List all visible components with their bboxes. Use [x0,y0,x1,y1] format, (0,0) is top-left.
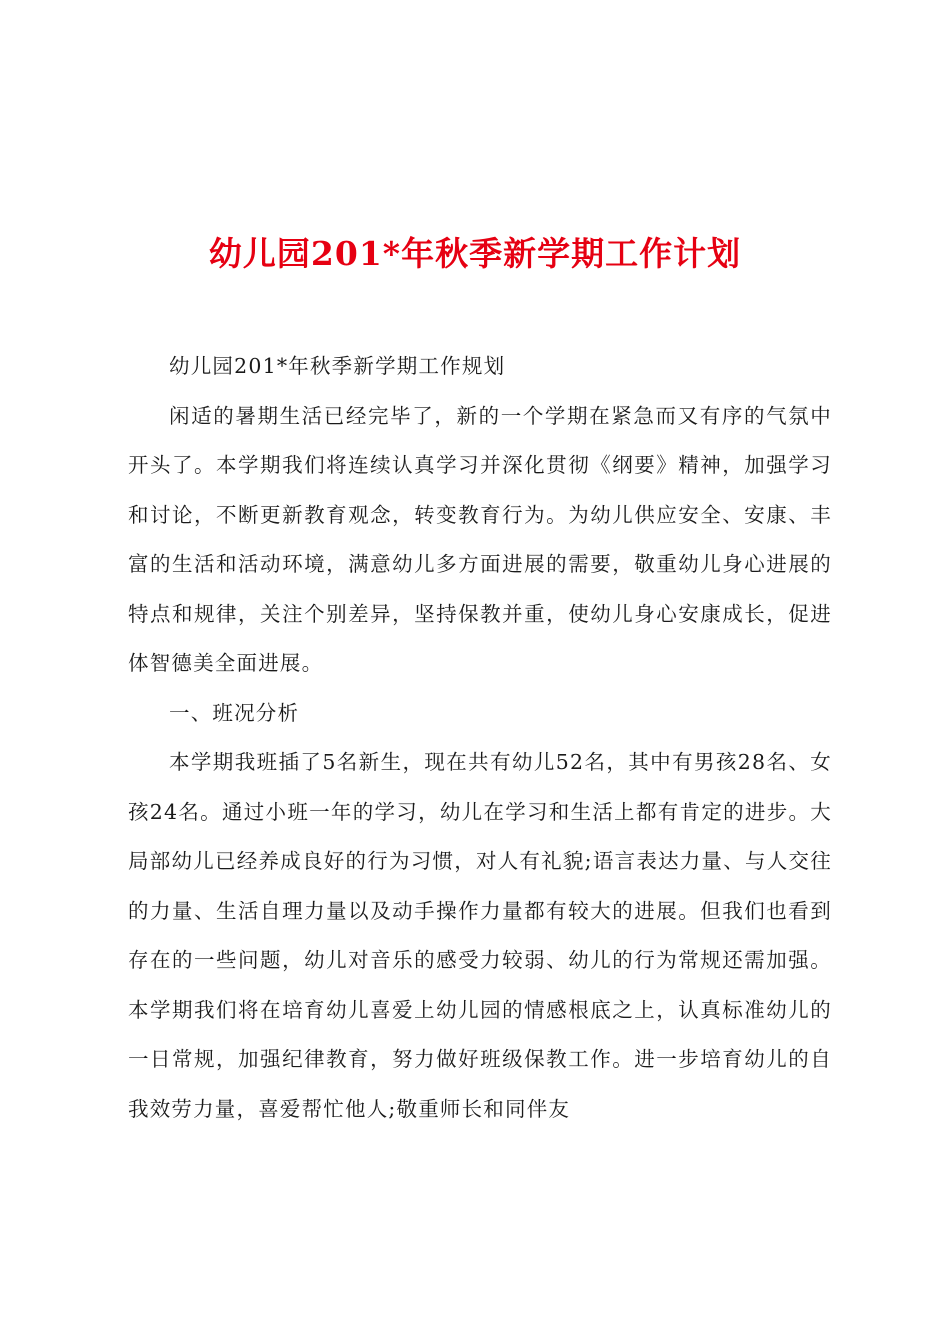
intro-paragraph: 闲适的暑期生活已经完毕了，新的一个学期在紧急而又有序的气氛中开头了。本学期我们将连续认真学习并深化贯彻《纲要》精神，加强学习和讨论，不断更新教育观念，转变教育行为。为幼儿供应安全、安康、丰富的生活和活动环境，满意幼儿多方面进展的需要，敬重幼儿身心进展的特点和规律，关注个别差异，坚持保教并重，使幼儿身心安康成长，促进体智德美全面进展。 [128,403,832,675]
document-body [128,342,832,1134]
class-analysis-paragraph: 本学期我班插了5名新生，现在共有幼儿52名，其中有男孩28名、女孩24名。通过小班一年的学习，幼儿在学习和生活上都有肯定的进步。大局部幼儿已经养成良好的行为习惯，对人有礼貌;语言表达力量、与人交往的力量、生活自理力量以及动手操作力量都有较大的进展。但我们也看到存在的一些问题，幼儿对音乐的感受力较弱、幼儿的行为常规还需加强。本学期我们将在培育幼儿喜爱上幼儿园的情感根底之上，认真标准幼儿的一日常规，加强纪律教育，努力做好班级保教工作。进一步培育幼儿的自我效劳力量，喜爱帮忙他人;敬重师长和同伴友 [128,750,832,1121]
section-heading: 一、班况分析 [169,700,300,725]
subtitle-paragraph: 幼儿园201*年秋季新学期工作规划 [169,354,506,378]
document-title: 幼儿园201*年秋季新学期工作计划 [208,234,742,274]
